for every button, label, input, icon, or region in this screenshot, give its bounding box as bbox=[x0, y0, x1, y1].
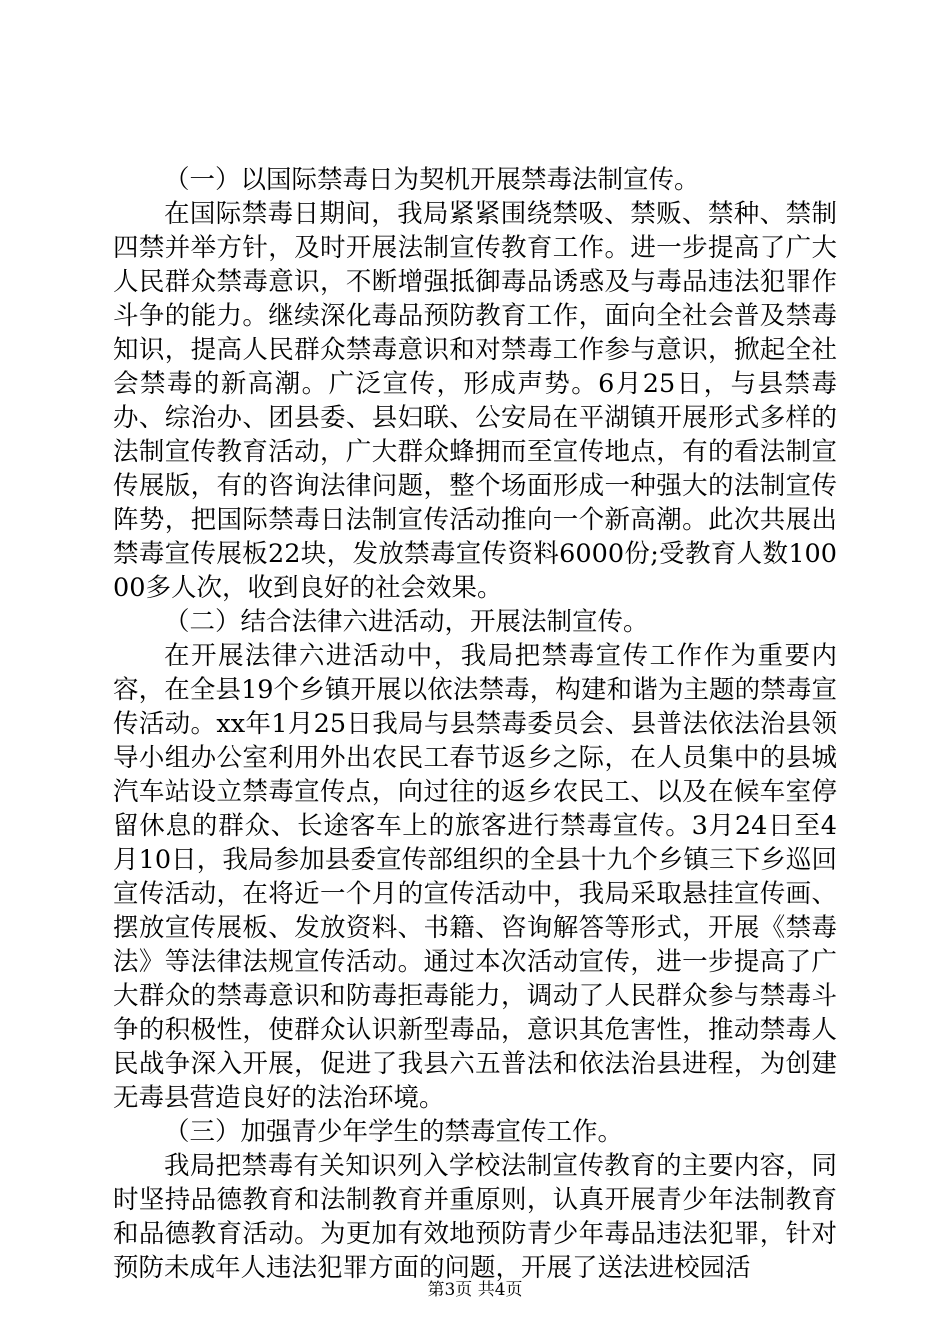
paragraph-international-anti-drug-day: 在国际禁毒日期间，我局紧紧围绕禁吸、禁贩、禁种、禁制四禁并举方针，及时开展法制宣传教育工作。进一步提高了广大人民群众禁毒意识，不断增强抵御毒品诱惑及与毒品违法犯罪作斗争的能力。继续深化毒品预防教育工作，面向全社会普及禁毒知识，提高人民群众禁毒意识和对禁毒工作参与意识，掀起全社会禁毒的新高潮。广泛宣传，形成声势。6月25日，与县禁毒办、综治办、团县委、县妇联、公安局在平湖镇开展形式多样的法制宣传教育活动，广大群众蜂拥而至宣传地点，有的看法制宣传展版，有的咨询法律问题，整个场面形成一种强大的法制宣传阵势，把国际禁毒日法制宣传活动推向一个新高潮。此次共展出禁毒宣传展板22块，发放禁毒宣传资料6000份;受教育人数10000多人次，收到良好的社会效果。 bbox=[113, 199, 837, 603]
paragraph-youth-student-publicity: 我局把禁毒有关知识列入学校法制宣传教育的主要内容，同时坚持品德教育和法制教育并重原则，认真开展青少年法制教育和品德教育活动。为更加有效地预防青少年毒品违法犯罪，针对预防未成年人违法犯罪方面的问题，开展了送法进校园活 bbox=[113, 1151, 837, 1283]
heading-international-anti-drug-day: （一）以国际禁毒日为契机开展禁毒法制宣传。 bbox=[164, 165, 700, 195]
page-number-footer: 第3页 共4页 bbox=[427, 1280, 523, 1300]
heading-law-six-entries: （二）结合法律六进活动，开展法制宣传。 bbox=[164, 607, 649, 637]
document-body bbox=[113, 163, 837, 1285]
heading-youth-student-publicity: （三）加强青少年学生的禁毒宣传工作。 bbox=[164, 1117, 624, 1147]
paragraph-law-six-entries: 在开展法律六进活动中，我局把禁毒宣传工作作为重要内容，在全县19个乡镇开展以依法禁毒，构建和谐为主题的禁毒宣传活动。xx年1月25日我局与县禁毒委员会、县普法依法治县领导小组办公室利用外出农民工春节返乡之际，在人员集中的县城汽车站设立禁毒宣传点，向过往的返乡农民工、以及在候车室停留休息的群众、长途客车上的旅客进行禁毒宣传。3月24日至4月10日，我局参加县委宣传部组织的全县十九个乡镇三下乡巡回宣传活动，在将近一个月的宣传活动中，我局采取悬挂宣传画、摆放宣传展板、发放资料、书籍、咨询解答等形式，开展《禁毒法》等法律法规宣传活动。通过本次活动宣传，进一步提高了广大群众的禁毒意识和防毒拒毒能力，调动了人民群众参与禁毒斗争的积极性，使群众认识新型毒品，意识其危害性，推动禁毒人民战争深入开展，促进了我县六五普法和依法治县进程，为创建无毒县营造良好的法治环境。 bbox=[113, 641, 837, 1113]
